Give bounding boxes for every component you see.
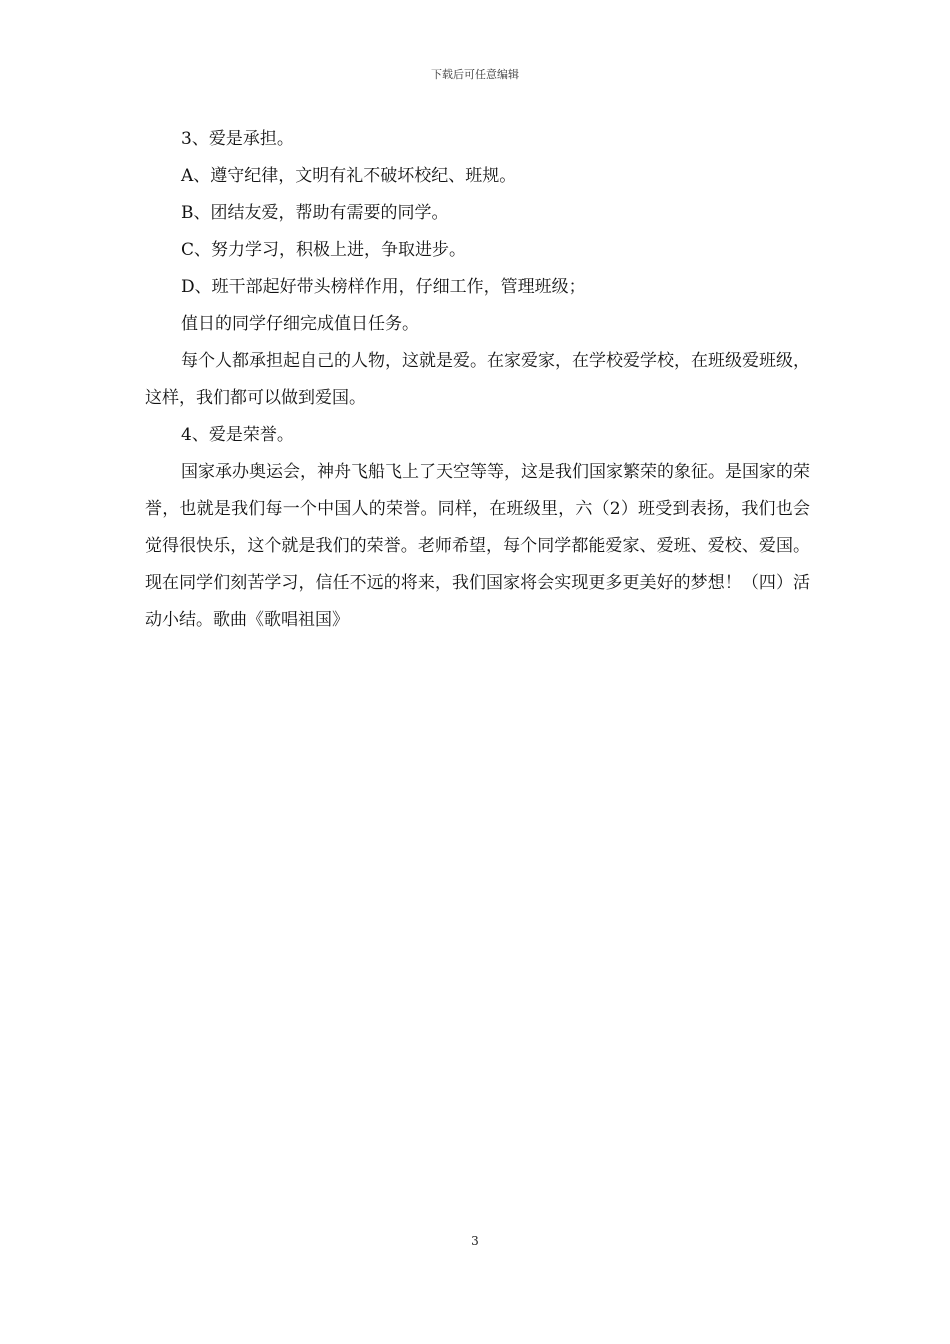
list-item-d: D、班干部起好带头榜样作用，仔细工作，管理班级； xyxy=(181,277,586,297)
paragraph-honor: 国家承办奥运会，神舟飞船飞上了天空等等，这是我们国家繁荣的象征。是国家的荣誉，也就是我们每一个中国人的荣誉。同样，在班级里，六（2）班受到表扬，我们也会觉得很快乐，这个就是我们的荣誉。老师希望，每个同学都能爱家、爱班、爱校、爱国。现在同学们刻苦学习，信任不远的将来，我们国家将会实现更多更美好的梦想！（四）活动小结。歌曲《歌唱祖国》 xyxy=(145,462,810,630)
list-item-a: A、遵守纪律，文明有礼不破坏校纪、班规。 xyxy=(181,166,517,186)
list-item-b: B、团结友爱，帮助有需要的同学。 xyxy=(181,203,449,223)
page-number: 3 xyxy=(471,1234,479,1248)
page-header: 下载后可任意编辑 xyxy=(431,68,519,81)
paragraph-responsibility: 每个人都承担起自己的人物，这就是爱。在家爱家，在学校爱学校，在班级爱班级，这样，我们都可以做到爱国。 xyxy=(145,351,810,408)
list-item-d-continued: 值日的同学仔细完成值日任务。 xyxy=(181,314,419,334)
section-heading-4: 4、爱是荣誉。 xyxy=(181,425,294,445)
section-heading-3: 3、爱是承担。 xyxy=(181,129,294,149)
document-body xyxy=(145,121,810,639)
list-item-c: C、努力学习，积极上进，争取进步。 xyxy=(181,240,467,260)
